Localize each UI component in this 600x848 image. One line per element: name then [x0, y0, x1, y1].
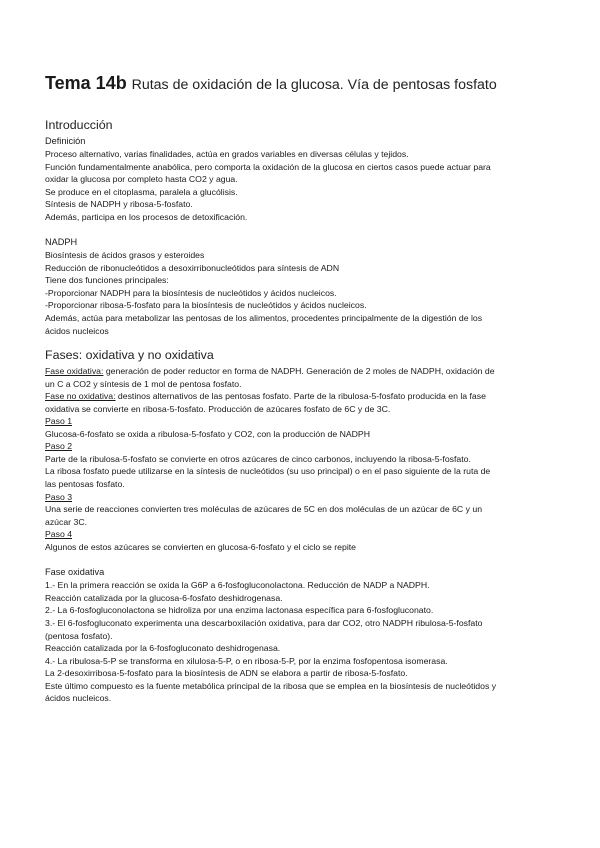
oxidative-phase-paragraph: [45, 365, 567, 378]
oxidative-line: ácidos nucleicos.: [45, 693, 112, 704]
oxidative-heading: Fase oxidativa: [45, 567, 105, 578]
intro-line: Se produce en el citoplasma, paralela a glucólisis.: [45, 186, 238, 197]
step3-line: Una serie de reacciones convierten tres moléculas de azúcares de 5C en dos moléculas de un azúcar de 6C y un: [45, 504, 483, 515]
nadph-heading: NADPH: [45, 237, 78, 248]
step4-line: Algunos de estos azúcares se convierten en glucosa-6-fosfato y el ciclo se repite: [45, 541, 356, 552]
oxidative-phase-text-2: un C a CO2 y síntesis de 1 mol de pentosa fosfato.: [45, 378, 242, 389]
title-text: Rutas de oxidación de la glucosa. Vía de pentosas fosfato: [131, 77, 497, 93]
oxidative-phase-label: Fase oxidativa:: [45, 366, 104, 377]
step3-line: azúcar 3C.: [45, 516, 88, 527]
step2-label: Paso 2: [45, 441, 73, 452]
intro-heading: Introducción: [45, 118, 113, 132]
step2-line: La ribosa fosfato puede utilizarse en la síntesis de nucleótidos (su uso principal) o en el paso siguiente de la ruta de: [45, 466, 491, 477]
oxidative-line: (pentosa fosfato).: [45, 630, 113, 641]
step1-label: Paso 1: [45, 416, 73, 427]
step1-line: Glucosa-6-fosfato se oxida a ribulosa-5-fosfato y CO2, con la producción de NADPH: [45, 428, 370, 439]
nadph-line: ácidos nucleicos: [45, 325, 109, 336]
step2-line: Parte de la ribulosa-5-fosfato se convierte en otros azúcares de cinco carbonos, incluyendo la ribosa-5-fosfato.: [45, 453, 471, 464]
intro-line: oxidar la glucosa por completo hasta CO2 y agua.: [45, 174, 238, 185]
step4-label: Paso 4: [45, 529, 73, 540]
definition-heading: Definición: [45, 136, 86, 146]
nonoxidative-phase-paragraph: [45, 390, 567, 403]
intro-line: Proceso alternativo, varias finalidades, actúa en grados variables en diversas células y tejidos.: [45, 149, 409, 159]
intro-line: Función fundamentalmente anabólica, pero comporta la oxidación de la glucosa en ciertos casos puede actuar para: [45, 161, 491, 172]
oxidative-line: La 2-desoxirribosa-5-fosfato para la biosíntesis de ADN se elabora a partir de ribosa-5-fosfato.: [45, 668, 408, 679]
step3-label: Paso 3: [45, 491, 73, 502]
nonoxidative-phase-label: Fase no oxidativa:: [45, 391, 116, 402]
nadph-line: Además, actúa para metabolizar las pentosas de los alimentos, procedentes principalmente de la digestión de los: [45, 313, 483, 324]
intro-line: Síntesis de NADPH y ribosa-5-fosfato.: [45, 199, 193, 210]
oxidative-line: 4.- La ribulosa-5-P se transforma en xilulosa-5-P, o en ribosa-5-P, por la enzima fosfopentosa isomerasa.: [45, 655, 448, 666]
step2-line: las pentosas fosfato.: [45, 479, 125, 490]
oxidative-line: Este último compuesto es la fuente metabólica principal de la ribosa que se emplea en la biosíntesis de nucleótidos y: [45, 680, 497, 691]
oxidative-line: Reacción catalizada por la 6-fosfogluconato deshidrogenasa.: [45, 643, 281, 654]
oxidative-line: 3.- El 6-fosfogluconato experimenta una descarboxilación oxidativa, para dar CO2, otro NADPH ribulosa-5-fosfato: [45, 617, 483, 628]
nonoxidative-phase-text: destinos alternativos de las pentosas fosfato. Parte de la ribulosa-5-fosfato producida en la fase: [115, 391, 486, 402]
nadph-line: -Proporcionar ribosa-5-fosfato para la biosíntesis de nucleótidos y ácidos nucleicos.: [45, 300, 367, 311]
oxidative-line: Reacción catalizada por la glucosa-6-fosfato deshidrogenasa.: [45, 592, 283, 603]
nadph-line: Biosíntesis de ácidos grasos y esteroides: [45, 250, 205, 261]
oxidative-line: 1.- En la primera reacción se oxida la G6P a 6-fosfogluconolactona. Reducción de NADP a NADPH.: [45, 580, 430, 591]
nonoxidative-phase-text-2: oxidativa se convierte en ribosa-5-fosfato. Producción de azúcares fosfato de 6C y de 3C.: [45, 403, 391, 414]
title-number: Tema 14b: [45, 73, 127, 93]
oxidative-line: 2.- La 6-fosfogluconolactona se hidroliza por una enzima lactonasa específica para 6-fosfogluconato.: [45, 605, 434, 616]
page-title: [45, 72, 567, 96]
document-page: [45, 72, 567, 705]
nadph-line: Tiene dos funciones principales:: [45, 275, 169, 286]
oxidative-phase-text: generación de poder reductor en forma de NADPH. Generación de 2 moles de NADPH, oxidación de: [103, 366, 495, 377]
phases-heading: Fases: oxidativa y no oxidativa: [45, 348, 214, 363]
intro-line: Además, participa en los procesos de detoxificación.: [45, 211, 248, 222]
nadph-line: Reducción de ribonucleótidos a desoxirribonucleótidos para síntesis de ADN: [45, 262, 340, 273]
nadph-line: -Proporcionar NADPH para la biosíntesis de nucleótidos y ácidos nucleicos.: [45, 287, 337, 298]
